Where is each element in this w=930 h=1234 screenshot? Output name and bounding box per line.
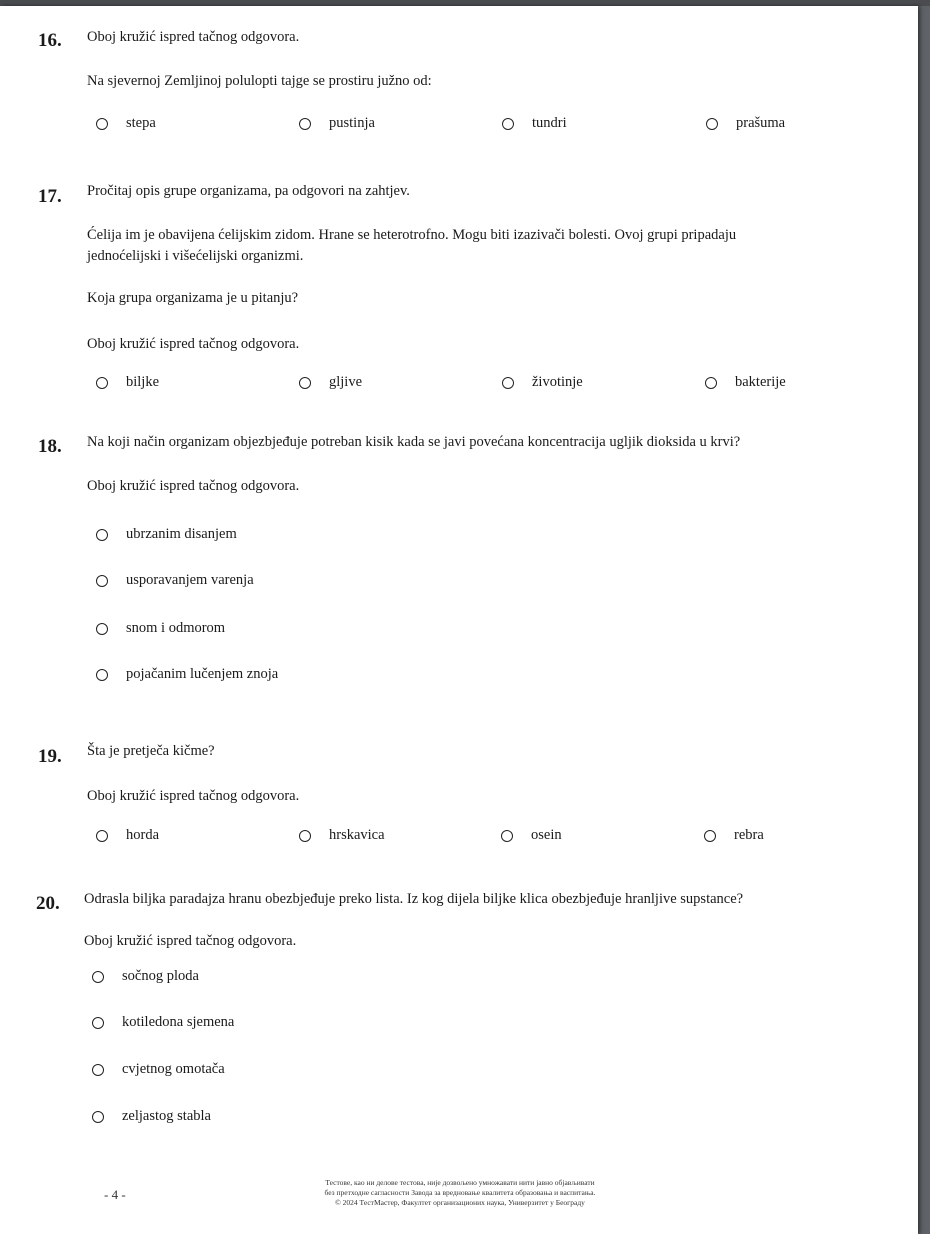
option-label: ubrzanim disanjem [126, 526, 237, 542]
option-label: horda [126, 827, 160, 843]
option-label: sočnog ploda [122, 968, 199, 984]
radio-circle-icon[interactable] [96, 118, 108, 130]
option-label: kotiledona sjemena [122, 1014, 235, 1030]
question-text: Na koji način organizam objezbjeđuje potreban kisik kada se javi povećana koncentracija ugljik dioksida u krvi? [87, 434, 741, 450]
question-number: 17. [38, 186, 62, 207]
radio-circle-icon[interactable] [501, 830, 513, 842]
answer-option[interactable] [96, 620, 225, 637]
option-label: usporavanjem varenja [126, 572, 254, 588]
option-label: osein [531, 827, 562, 843]
option-label: rebra [734, 827, 764, 843]
question-number: 16. [38, 30, 62, 51]
page-number: - 4 - [104, 1187, 126, 1202]
answer-option[interactable] [299, 374, 362, 391]
option-label: hrskavica [329, 827, 385, 843]
question-instruction: Oboj kružić ispred tačnog odgovora. [87, 788, 300, 804]
radio-circle-icon[interactable] [704, 830, 716, 842]
answer-option[interactable] [96, 827, 159, 844]
option-label: stepa [126, 115, 156, 131]
answer-option[interactable] [705, 374, 786, 391]
answer-option[interactable] [502, 115, 567, 132]
answer-option[interactable] [706, 115, 785, 132]
radio-circle-icon[interactable] [92, 1111, 104, 1123]
radio-circle-icon[interactable] [96, 830, 108, 842]
radio-circle-icon[interactable] [96, 575, 108, 587]
question-description: Ćelija im je obavijena ćelijskim zidom. Hrane se heterotrofno. Mogu biti izazivači bolesti. Ovoj grupi pripadaju [87, 227, 737, 243]
copyright-line: Тестове, као ни делове тестова, није дозвољено умножавати нити јавно објављивати [325, 1178, 595, 1187]
copyright-line: без претходне сагласности Завода за вредновање квалитета образовања и васпитања. [324, 1188, 596, 1197]
radio-circle-icon[interactable] [705, 377, 717, 389]
radio-circle-icon[interactable] [96, 529, 108, 541]
answer-option[interactable] [96, 526, 237, 543]
option-label: biljke [126, 374, 160, 390]
option-label: gljive [329, 374, 363, 390]
question-instruction: Oboj kružić ispred tačnog odgovora. [84, 933, 297, 949]
question-text: Koja grupa organizama je u pitanju? [87, 290, 299, 306]
answer-option[interactable] [92, 1014, 234, 1031]
radio-circle-icon[interactable] [299, 377, 311, 389]
answer-option[interactable] [299, 827, 385, 844]
copyright-notice [230, 1178, 690, 1208]
option-label: životinje [532, 374, 583, 390]
option-label: prašuma [736, 115, 786, 131]
question-description: jednoćelijski i višećelijski organizmi. [87, 248, 304, 264]
answer-option[interactable] [96, 115, 156, 132]
radio-circle-icon[interactable] [92, 971, 104, 983]
answer-option[interactable] [96, 572, 254, 589]
answer-option[interactable] [96, 666, 278, 683]
option-label: snom i odmorom [126, 620, 226, 636]
document-page [0, 6, 918, 1234]
radio-circle-icon[interactable] [502, 118, 514, 130]
radio-circle-icon[interactable] [92, 1064, 104, 1076]
answer-option[interactable] [299, 115, 375, 132]
question-number: 20. [36, 893, 60, 914]
radio-circle-icon[interactable] [706, 118, 718, 130]
answer-option[interactable] [501, 827, 562, 844]
answer-option[interactable] [92, 968, 199, 985]
question-instruction: Oboj kružić ispred tačnog odgovora. [87, 336, 300, 352]
question-number: 19. [38, 746, 62, 767]
option-label: tundri [532, 115, 567, 131]
question-text: Šta je pretječa kičme? [87, 743, 215, 759]
radio-circle-icon[interactable] [299, 830, 311, 842]
answer-option[interactable] [92, 1108, 211, 1125]
question-instruction: Pročitaj opis grupe organizama, pa odgovori na zahtjev. [87, 183, 410, 199]
option-label: pojačanim lučenjem znoja [126, 666, 279, 682]
radio-circle-icon[interactable] [96, 669, 108, 681]
answer-option[interactable] [502, 374, 583, 391]
question-text: Na sjevernoj Zemljinoj polulopti tajge se prostiru južno od: [87, 73, 432, 89]
question-instruction: Oboj kružić ispred tačnog odgovora. [87, 478, 300, 494]
question-number: 18. [38, 436, 62, 457]
radio-circle-icon[interactable] [502, 377, 514, 389]
answer-option[interactable] [92, 1061, 225, 1078]
answer-option[interactable] [96, 374, 159, 391]
question-text: Odrasla biljka paradajza hranu obezbjeđuje preko lista. Iz kog dijela biljke klica obezbjeđuje hranljive supstance? [84, 891, 744, 907]
radio-circle-icon[interactable] [299, 118, 311, 130]
option-label: zeljastog stabla [122, 1108, 211, 1124]
radio-circle-icon[interactable] [92, 1017, 104, 1029]
option-label: bakterije [735, 374, 786, 390]
option-label: cvjetnog omotača [122, 1061, 225, 1077]
question-instruction: Oboj kružić ispred tačnog odgovora. [87, 29, 300, 45]
radio-circle-icon[interactable] [96, 377, 108, 389]
answer-option[interactable] [704, 827, 764, 844]
radio-circle-icon[interactable] [96, 623, 108, 635]
option-label: pustinja [329, 115, 375, 131]
copyright-line: © 2024 ТестМастер, Факултет организационих наука, Универзитет у Београду [335, 1198, 585, 1207]
